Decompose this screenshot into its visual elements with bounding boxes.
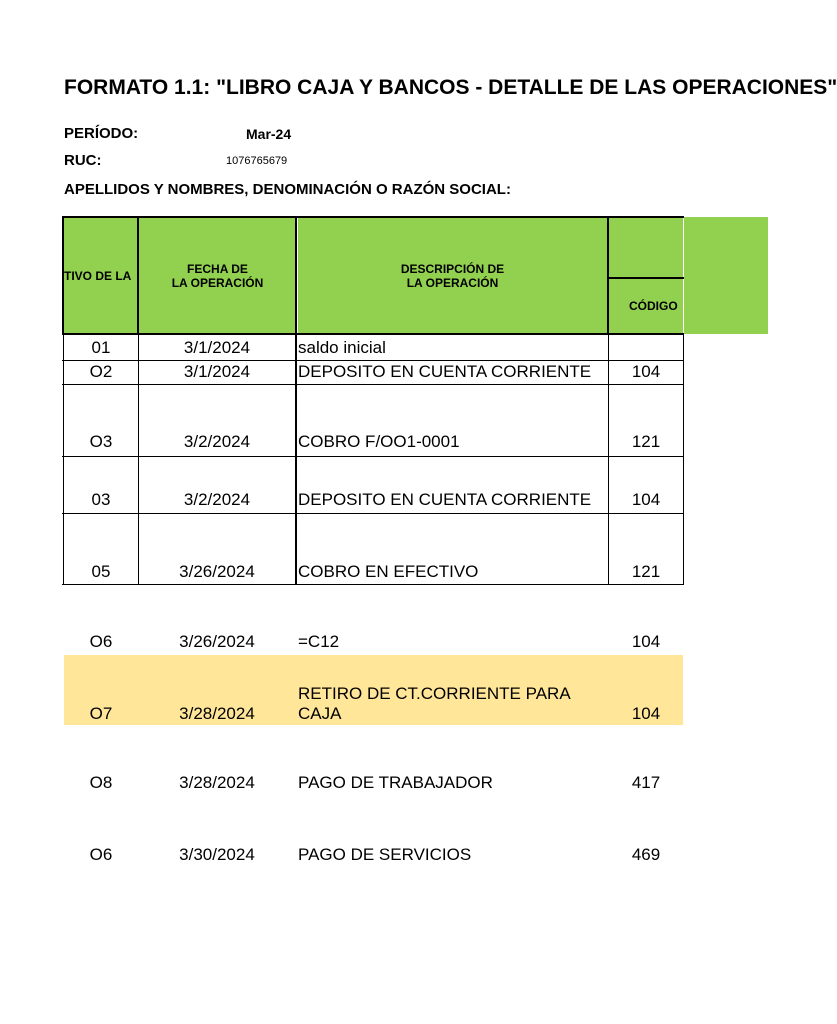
page-title: FORMATO 1.1: "LIBRO CAJA Y BANCOS - DETALLE DE LAS OPERACIONES" xyxy=(64,76,837,99)
row-description: COBRO F/OO1-0001 xyxy=(298,432,460,451)
period-value: Mar-24 xyxy=(246,126,292,142)
grid-line xyxy=(62,384,684,385)
row-date: 3/1/2024 xyxy=(183,338,251,357)
grid-line xyxy=(62,333,684,335)
row-number: 03 xyxy=(91,490,111,509)
header-green-extension xyxy=(684,217,768,334)
row-date: 3/28/2024 xyxy=(179,704,255,723)
grid-line xyxy=(62,584,684,585)
row-code: 121 xyxy=(631,432,661,451)
row-date: 3/2/2024 xyxy=(183,490,251,509)
grid-line xyxy=(295,216,297,585)
row-number: O6 xyxy=(89,632,113,651)
row-code: 417 xyxy=(631,773,661,792)
row-description: PAGO DE SERVICIOS xyxy=(298,845,472,864)
grid-line xyxy=(607,277,684,279)
grid-line xyxy=(62,216,684,218)
row-description: DEPOSITO EN CUENTA CORRIENTE xyxy=(298,362,592,381)
row-code: 104 xyxy=(631,490,661,509)
row-code: 469 xyxy=(631,845,661,864)
row-description: saldo inicial xyxy=(298,338,386,357)
col-header-codigo: CÓDIGO xyxy=(609,279,683,333)
row-number: O2 xyxy=(89,362,113,381)
row-number: O3 xyxy=(89,432,113,451)
row-description: PAGO DE TRABAJADOR xyxy=(298,773,493,792)
grid-line xyxy=(62,216,64,334)
row-description: =C12 xyxy=(298,632,340,651)
row-code: 121 xyxy=(631,562,661,581)
row-date: 3/26/2024 xyxy=(179,632,255,651)
col-header-descripcion: DESCRIPCIÓN DE LA OPERACIÓN xyxy=(298,218,607,333)
row-number: O7 xyxy=(89,704,113,723)
row-number: O8 xyxy=(89,773,113,792)
ruc-label: RUC: xyxy=(64,152,102,169)
grid-line xyxy=(62,513,684,514)
row-number: 01 xyxy=(91,338,111,357)
grid-line xyxy=(62,360,684,361)
business-name-label: APELLIDOS Y NOMBRES, DENOMINACIÓN O RAZÓN SOCIAL: xyxy=(64,181,511,198)
row-description: RETIRO DE CT.CORRIENTE PARA CAJA xyxy=(298,684,570,723)
grid-line xyxy=(683,334,684,585)
row-date: 3/30/2024 xyxy=(179,845,255,864)
row-date: 3/1/2024 xyxy=(183,362,251,381)
row-code: 104 xyxy=(631,704,661,723)
col-header-fecha: FECHA DE LA OPERACIÓN xyxy=(139,218,296,333)
period-label: PERÍODO: xyxy=(64,125,139,142)
col-header-group xyxy=(609,218,683,277)
row-date: 3/26/2024 xyxy=(179,562,255,581)
row-description: COBRO EN EFECTIVO xyxy=(298,562,479,581)
row-date: 3/28/2024 xyxy=(179,773,255,792)
row-number: O6 xyxy=(89,845,113,864)
grid-line xyxy=(607,216,609,334)
row-date: 3/2/2024 xyxy=(183,432,251,451)
grid-line xyxy=(137,216,139,334)
row-code: 104 xyxy=(631,362,661,381)
row-number: 05 xyxy=(91,562,111,581)
col-header-correlativo: TIVO DE LA xyxy=(64,218,138,333)
row-code: 104 xyxy=(631,632,661,651)
ruc-value: 1076765679 xyxy=(226,155,288,167)
grid-line xyxy=(62,456,684,457)
row-description: DEPOSITO EN CUENTA CORRIENTE xyxy=(298,490,592,509)
